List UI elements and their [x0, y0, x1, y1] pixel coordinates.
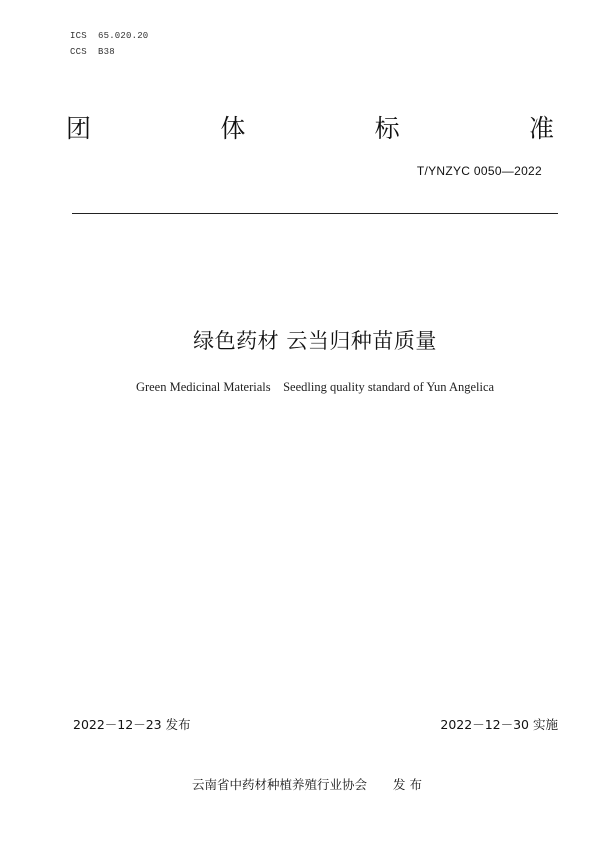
publisher-action: 发 布: [393, 777, 422, 792]
header-divider: [72, 213, 558, 214]
release-date: 2022－12－23 发布: [73, 717, 191, 732]
classification-codes: [70, 28, 148, 60]
standard-type-char: 体: [220, 114, 246, 143]
standard-type-heading: [66, 112, 554, 146]
ccs-code: CCS B38: [70, 47, 115, 57]
standard-number: T/YNZYC 0050—2022: [416, 164, 542, 178]
ics-code: ICS 65.020.20: [70, 31, 149, 41]
standard-type-char: 准: [528, 114, 554, 143]
standard-type-char: 团: [66, 114, 92, 143]
implementation-date: 2022－12－30 实施: [440, 717, 558, 732]
document-title-english: Green Medicinal Materials Seedling quality standard of Yun Angelica: [135, 380, 495, 394]
standard-type-char: 标: [374, 114, 400, 143]
publisher-line: [0, 776, 600, 794]
publisher-name: 云南省中药材种植养殖行业协会: [192, 777, 368, 792]
document-title-chinese: 绿色药材 云当归种苗质量: [193, 329, 437, 353]
